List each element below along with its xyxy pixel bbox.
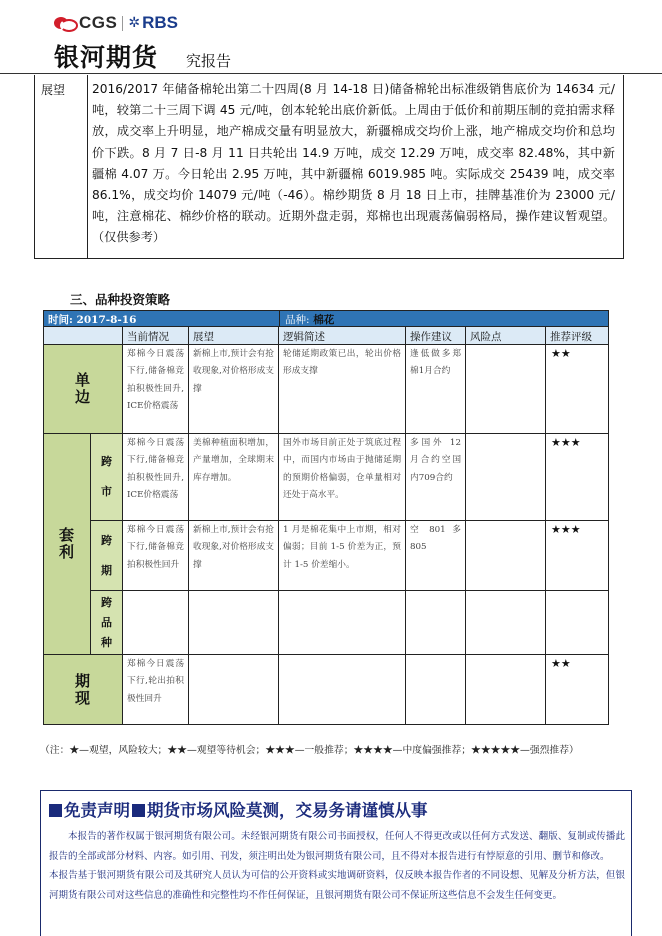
rbs-logo-text: RBS [142,13,178,32]
subgroup-cross-period-char1: 跨 [101,533,112,547]
group-single: 单边 [43,345,123,434]
row4-rating [546,591,609,655]
row3-rating: ★★★ [546,521,609,591]
row5-rating: ★★ [551,657,571,670]
row3-risk [466,521,546,591]
subgroup-cross-market-char1: 跨 [101,455,112,468]
header-blank [43,327,123,345]
square-bullet-icon [132,804,145,817]
header-divider [0,73,662,74]
disclaimer-box [40,790,632,936]
disclaimer-title-b: 期货市场风险莫测，交易务请谨慎从事 [147,801,428,820]
col-header-logic: 逻辑简述 [279,327,406,345]
row1-outlook: 新棉上市,预计会有抢收现象,对价格形成支撑 [189,345,279,434]
row5-risk [466,655,546,725]
cgs-logo-text: CGS [79,13,118,32]
outlook-table [34,75,624,259]
row3-advice: 空 801 多 805 [406,521,466,591]
rbs-logo-icon: ✲ [128,15,141,31]
row5-advice [406,655,466,725]
brand-logo [54,12,178,34]
row2-current: 郑棉今日震荡下行,储备棉竞拍积极性回升, ICE价格震荡 [123,434,189,521]
row2-risk [466,434,546,521]
variety-label: 品种: [285,314,310,326]
logo-divider [122,16,123,31]
row4-outlook [189,591,279,655]
row4-advice [406,591,466,655]
variety-value: 棉花 [313,314,335,326]
col-header-current: 当前情况 [123,327,189,345]
row2-advice: 多国外 12 月合约空国内709合约 [406,434,466,521]
disclaimer-body [49,827,625,905]
row1-rating: ★★ [546,345,609,434]
disclaimer-title [49,797,428,821]
strategy-table [43,310,609,725]
group-arbitrage: 套利 [43,434,91,655]
row1-advice: 逢低做多郑棉1月合约 [406,345,466,434]
row2-outlook: 美棉种植面积增加，产量增加，全球期末库存增加。 [189,434,279,521]
subgroup-cross-period-char2: 期 [101,563,112,577]
row4-current [123,591,189,655]
row5-logic [279,655,406,725]
row4-risk [466,591,546,655]
col-header-outlook: 展望 [189,327,279,345]
subgroup-cross-variety-char1: 跨 [101,595,112,609]
row4-logic [279,591,406,655]
section-heading: 三、品种投资策略 [70,292,171,307]
row3-logic: 1 月是棉花集中上市期，相对偏弱；目前 1-5 价差为正，预计 1-5 价差缩小。 [279,521,406,591]
row5-outlook [189,655,279,725]
outlook-text: 2016/2017 年储备棉轮出第二十四周(8 月 14-18 日)储备棉轮出标准级销售底价为 14634 元/吨，较第二十三周下调 45 元/吨，创本轮轮出底价新低。上周由于低价和前期压制的竞拍需求释放，成交率上升明显，地产棉成交量有明显放大，新疆棉成交均价上涨，地产棉成交均价和总均价下跌。8 月 7 日-8 月 11 日共轮出 14.9 万吨，成交 12.29 万吨，成交率 82.48%，其中新疆棉 4.07 万。今日轮出 2.95 万吨，其中新疆棉 6019.985 吨。实际成交 25439 吨，成交率 86.1%，成交均价 14079 元/吨（-46）。棉纱期货 8 月 18 日上市，挂牌基准价为 23000 元/吨，注意棉花、棉纱价格的联动。近期外盘走弱，郑棉也出现震荡偏弱格局，操作建议暂观望。（仅供参考） [92,82,615,245]
subgroup-cross-market [91,434,123,521]
cgs-logo-icon [54,16,76,30]
variety-cell [280,310,609,327]
subgroup-cross-variety-char2: 品 [101,615,112,629]
row5-current: 郑棉今日震荡下行,轮出拍积极性回升 [123,655,189,725]
row1-current: 郑棉今日震荡下行,储备棉竞拍积极性回升, ICE价格震荡 [123,345,189,434]
row3-current: 郑棉今日震荡下行,储备棉竞拍积极性回升 [123,521,189,591]
subgroup-cross-period [91,521,123,591]
time-label: 时间: [48,314,73,326]
subgroup-cross-market-char2: 市 [101,485,112,498]
disclaimer-title-a: 免责声明 [64,801,130,820]
subgroup-cross-variety [91,591,123,655]
row3-outlook: 新棉上市,预计会有抢收现象,对价格形成支撑 [189,521,279,591]
row2-logic: 国外市场目前正处于筑底过程中，而国内市场由于抛储延期的预期价格偏弱，仓单量相对还处于高水平。 [279,434,406,521]
col-header-risk: 风险点 [466,327,546,345]
row1-logic: 轮储延期政策已出，轮出价格形成支撑 [279,345,406,434]
col-header-advice: 操作建议 [406,327,466,345]
time-value: 2017-8-16 [76,314,137,326]
report-type: 究报告 [186,52,232,70]
rating-note: （注：★—观望，风险较大；★★—观望等待机会；★★★—一般推荐；★★★★—中度偏强推荐；★★★★★—强烈推荐） [40,745,579,756]
outlook-label: 展望 [35,75,88,258]
company-name: 银河期货 [54,43,159,72]
disclaimer-paragraph-2: 本报告基于银河期货有限公司及其研究人员认为可信的公开资料或实地调研资料，仅反映本报告作者的不同设想、见解及分析方法，但银河期货有限公司对这些信息的准确性和完整性均不作任何保证，且银河期货有限公司不保证所这些信息不会发生任何变更。 [49,870,625,901]
row2-rating: ★★★ [546,434,609,521]
time-cell [43,310,280,327]
row1-risk [466,345,546,434]
subgroup-cross-variety-char3: 种 [101,635,112,649]
col-header-rating: 推荐评级 [546,327,609,345]
square-bullet-icon [49,804,62,817]
disclaimer-paragraph-1: 本报告的著作权属于银河期货有限公司。未经银河期货有限公司书面授权，任何人不得更改或以任何方式发送、翻版、复制或传播此报告的全部或部分材料、内容。如引用、刊发，须注明出处为银河期货有限公司，且不得对本报告进行有悖原意的引用、删节和修改。 [49,831,625,862]
group-spot: 期现 [43,655,123,725]
